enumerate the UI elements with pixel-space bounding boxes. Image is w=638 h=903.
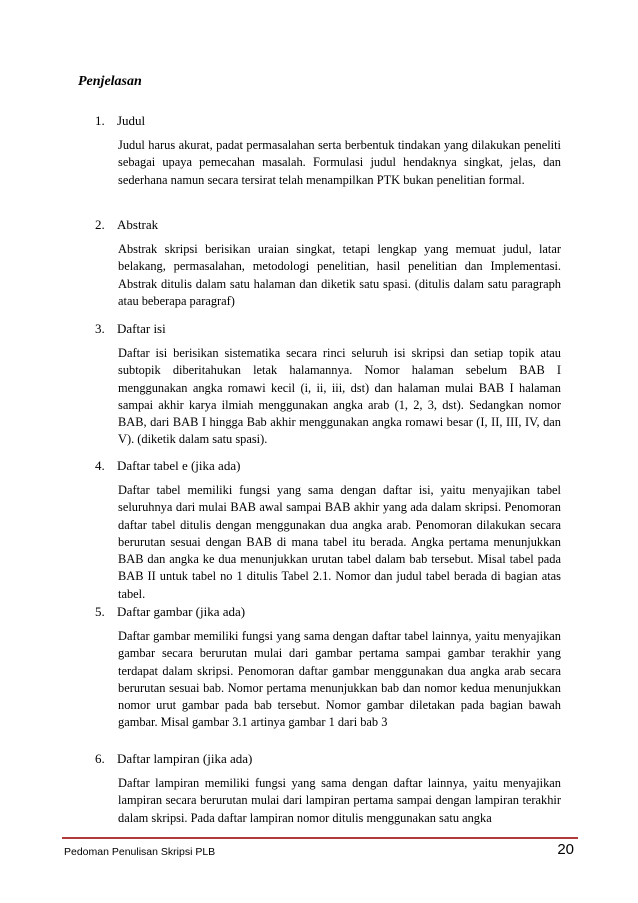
item-3-paragraph: Daftar isi berisikan sistematika secara rinci seluruh isi skripsi dan setiap topik atau subtopik diberitahukan letak halamannya. Nomor halaman sebelum BAB I menggunakan angka romawi kecil (i, ii, iii, dst) dan halaman mulai BAB I halaman sampai akhir karya ilmiah menggunakan angka arab (1, 2, 3, dst). Sedangkan nomor BAB, dari BAB I hingga Bab akhir menggunakan angka romawi besar (I, II, III, IV, dan V). (diketik dalam satu spasi). [118, 346, 561, 447]
footer-page-number: 20 [557, 841, 574, 858]
item-4-number: 4. [95, 458, 105, 473]
item-1-label: Judul [117, 113, 146, 128]
item-5-number: 5. [95, 604, 105, 619]
item-1-title [95, 113, 145, 129]
item-5-title [95, 604, 245, 620]
item-4-paragraph: Daftar tabel memiliki fungsi yang sama dengan daftar isi, yaitu menyajikan tabel seluruhnya dari mulai BAB awal sampai BAB akhir yang ada dalam skripsi. Penomoran daftar tabel ditulis dengan menggunakan dua angka arab. Penomoran dilakukan secara berurutan sesuai dengan BAB di mana tabel itu berada. Angka pertama menunjukkan BAB dan angka ke dua menunjukkan urutan tabel dalam bab tersebut. Misal tabel pada BAB II untuk tabel no 1 ditulis Tabel 2.1. Nomor dan judul tabel berada di bagian atas tabel. [118, 483, 561, 601]
item-6-title [95, 751, 252, 767]
item-4-title [95, 458, 240, 474]
item-1-paragraph: Judul harus akurat, padat permasalahan serta berbentuk tindakan yang dilakukan peneliti sebagai upaya pemecahan masalah. Formulasi judul hendaknya singkat, jelas, dan sederhana namun secara tersirat telah menampilkan PTK bukan penelitian formal. [118, 138, 561, 187]
item-2-number: 2. [95, 217, 105, 232]
item-2-label: Abstrak [117, 217, 159, 232]
item-4-label: Daftar tabel e (jika ada) [117, 458, 241, 473]
item-6-number: 6. [95, 751, 105, 766]
item-2-paragraph: Abstrak skripsi berisikan uraian singkat, tetapi lengkap yang memuat judul, latar belakang, permasalahan, metodologi penelitian, hasil penelitian dan Implementasi. Abstrak ditulis dalam satu halaman dan diketik satu spasi. (ditulis dalam satu paragraph atau beberapa paragraf) [118, 242, 561, 308]
item-2-title [95, 217, 158, 233]
item-6-paragraph: Daftar lampiran memiliki fungsi yang sama dengan daftar lainnya, yaitu menyajikan lampiran secara berurutan mulai dari lampiran pertama sampai dengan lampiran terakhir dalam skripsi. Pada daftar lampiran nomor ditulis menggunakan satu angka [118, 776, 561, 825]
item-3-number: 3. [95, 321, 105, 336]
item-5-paragraph: Daftar gambar memiliki fungsi yang sama dengan daftar tabel lainnya, yaitu menyajikan gambar secara berurutan mulai dari gambar pertama sampai gambar terakhir yang terdapat dalam skripsi. Penomoran daftar gambar menggunakan dua angka arab secara berurutan sesuai bab. Nomor pertama menunjukkan bab dan nomor kedua menunjukkan nomor urut gambar pada bab tersebut. Nomor gambar diletakan pada bagian bawah gambar. Misal gambar 3.1 artinya gambar 1 dari bab 3 [118, 629, 561, 730]
item-1-number: 1. [95, 113, 105, 128]
item-3-title [95, 321, 166, 337]
section-heading: Penjelasan [78, 74, 142, 89]
item-3-label: Daftar isi [117, 321, 166, 336]
footer-document-title: Pedoman Penulisan Skripsi PLB [64, 846, 216, 858]
item-6-label: Daftar lampiran (jika ada) [117, 751, 253, 766]
item-5-label: Daftar gambar (jika ada) [117, 604, 246, 619]
footer-divider [62, 837, 578, 839]
